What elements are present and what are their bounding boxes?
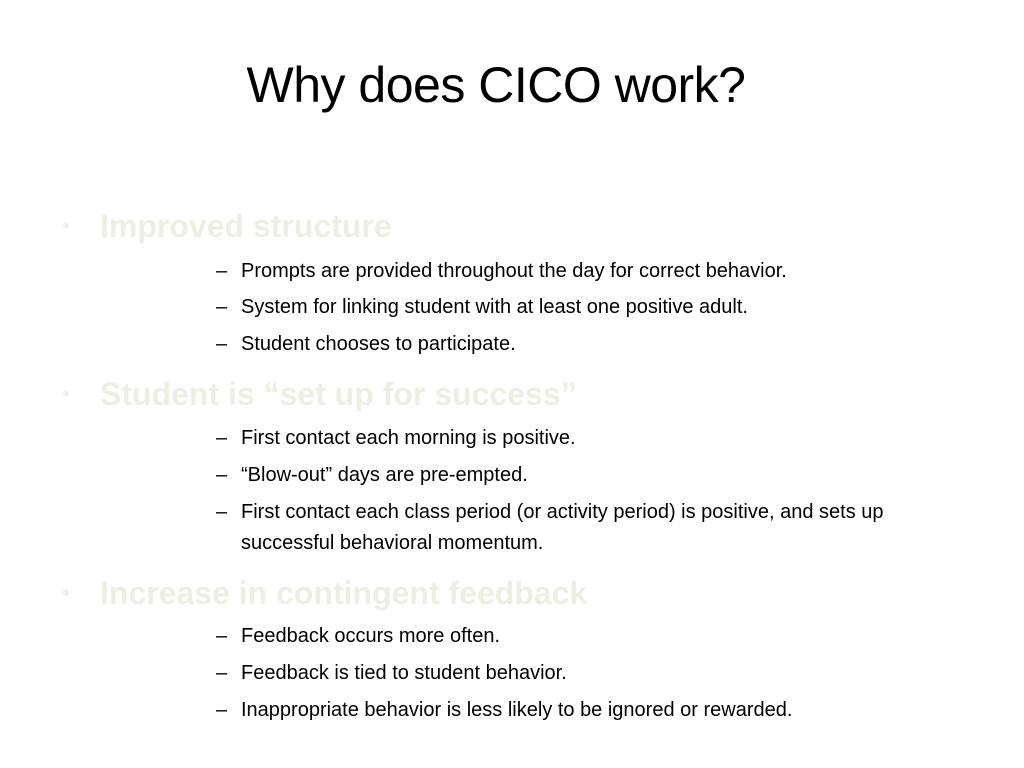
dash-icon: – [216,699,228,721]
list-item [216,256,916,287]
dash-icon: – [216,333,228,355]
dash-icon: – [216,260,228,282]
list-item [216,423,916,454]
list-item [216,497,916,559]
list-item-text: “Blow-out” days are pre-empted. [241,464,528,486]
dash-icon: – [216,464,228,486]
dash-icon: – [216,662,228,684]
list-item-text: Feedback is tied to student behavior. [241,662,567,684]
list-item-text: First contact each class period (or activity period) is positive, and sets up successful behavioral momentum. [241,501,884,554]
list-item [216,292,916,323]
section-heading: Increase in contingent feedback [100,575,588,611]
list-item-text: Inappropriate behavior is less likely to be ignored or rewarded. [241,699,793,721]
list-item-text: Prompts are provided throughout the day for correct behavior. [241,260,787,282]
section-heading: Student is “set up for success” [100,376,577,412]
list-item [216,658,916,689]
slide-title: Why does CICO work? [246,57,746,113]
list-item [216,621,916,652]
bullet-icon: • [62,381,70,406]
bullet-icon: • [62,580,70,605]
bullet-icon: • [62,213,70,238]
dash-icon: – [216,427,228,449]
list-item [216,695,916,726]
list-item-text: Feedback occurs more often. [241,625,501,647]
list-item [216,329,916,360]
list-item-text: System for linking student with at least one positive adult. [241,296,748,318]
list-item-text: Student chooses to participate. [241,333,516,355]
dash-icon: – [216,296,228,318]
dash-icon: – [216,501,228,523]
section-heading: Improved structure [100,208,392,244]
dash-icon: – [216,625,228,647]
list-item [216,460,916,491]
list-item-text: First contact each morning is positive. [241,427,576,449]
